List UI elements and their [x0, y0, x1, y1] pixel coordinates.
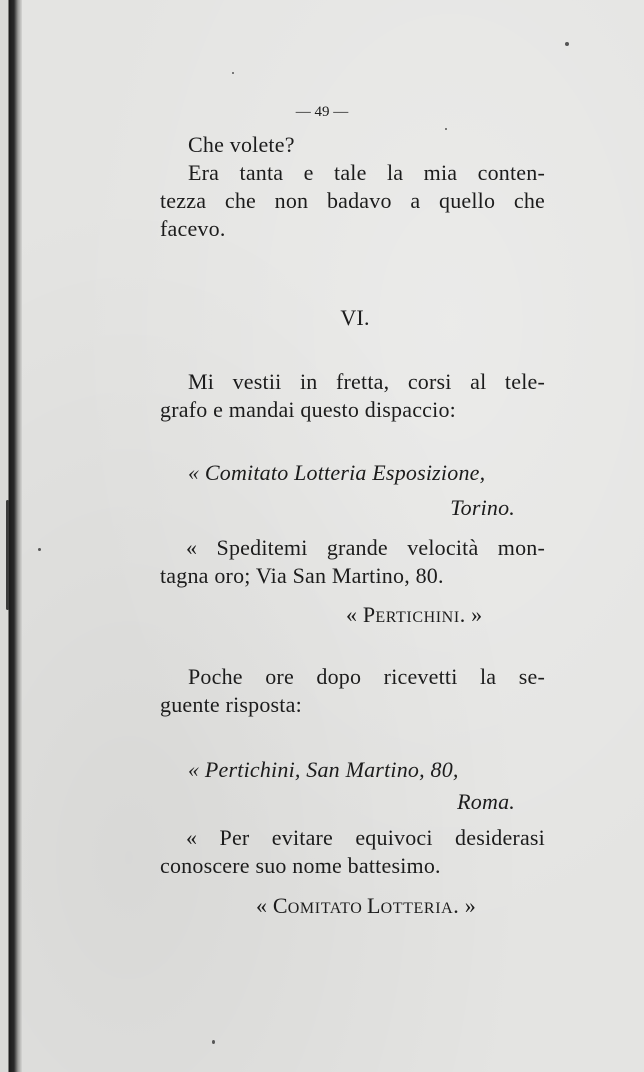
signature-cap: P — [362, 602, 376, 627]
paper-speck — [565, 42, 569, 46]
book-binding-edge — [0, 0, 22, 1072]
text-line: « Per evitare equivoci desiderasi — [186, 825, 545, 850]
text-line: Era tanta e tale la mia conten- — [188, 160, 545, 185]
page-number: — 49 — — [295, 104, 349, 120]
text-line: tagna oro; Via San Martino, 80. — [160, 563, 444, 588]
paper-speck — [445, 128, 447, 130]
signature-close: . » — [453, 893, 476, 918]
paper-speck — [212, 1040, 215, 1044]
signature-open: « — [256, 893, 273, 918]
telegram-signature — [346, 602, 482, 631]
telegram-address-city: Torino. — [450, 495, 515, 520]
text-line: conoscere suo nome battesimo. — [160, 853, 441, 878]
signature-rest: ERTICHINI — [375, 609, 460, 626]
signature-rest: OTTERIA — [380, 900, 454, 917]
text-line: facevo. — [160, 216, 226, 241]
telegram-address-line: « Pertichini, San Martino, 80, — [188, 757, 459, 782]
signature-rest: OMITATO — [287, 900, 368, 917]
text-line: grafo e mandai questo dispaccio: — [160, 397, 456, 422]
signature-cap: L — [367, 893, 381, 918]
paper-speck — [232, 72, 234, 74]
telegram-signature — [256, 893, 476, 922]
text-line: guente risposta: — [160, 692, 302, 717]
signature-close: . » — [459, 602, 483, 627]
signature-cap: C — [272, 893, 288, 918]
text-line: Poche ore dopo ricevetti la se- — [188, 664, 545, 689]
telegram-address-city: Roma. — [457, 789, 515, 814]
text-line: tezza che non badavo a quello che — [160, 188, 545, 213]
binding-mark — [6, 500, 9, 610]
text-line: Mi vestii in fretta, corsi al tele- — [188, 369, 545, 394]
signature-open: « — [346, 602, 363, 627]
text-line: Che volete? — [188, 132, 295, 157]
text-line: « Speditemi grande velocità mon- — [186, 535, 545, 560]
section-heading: VI. — [340, 305, 370, 330]
paper-speck — [38, 548, 41, 551]
telegram-address-line: « Comitato Lotteria Esposizione, — [188, 460, 486, 485]
